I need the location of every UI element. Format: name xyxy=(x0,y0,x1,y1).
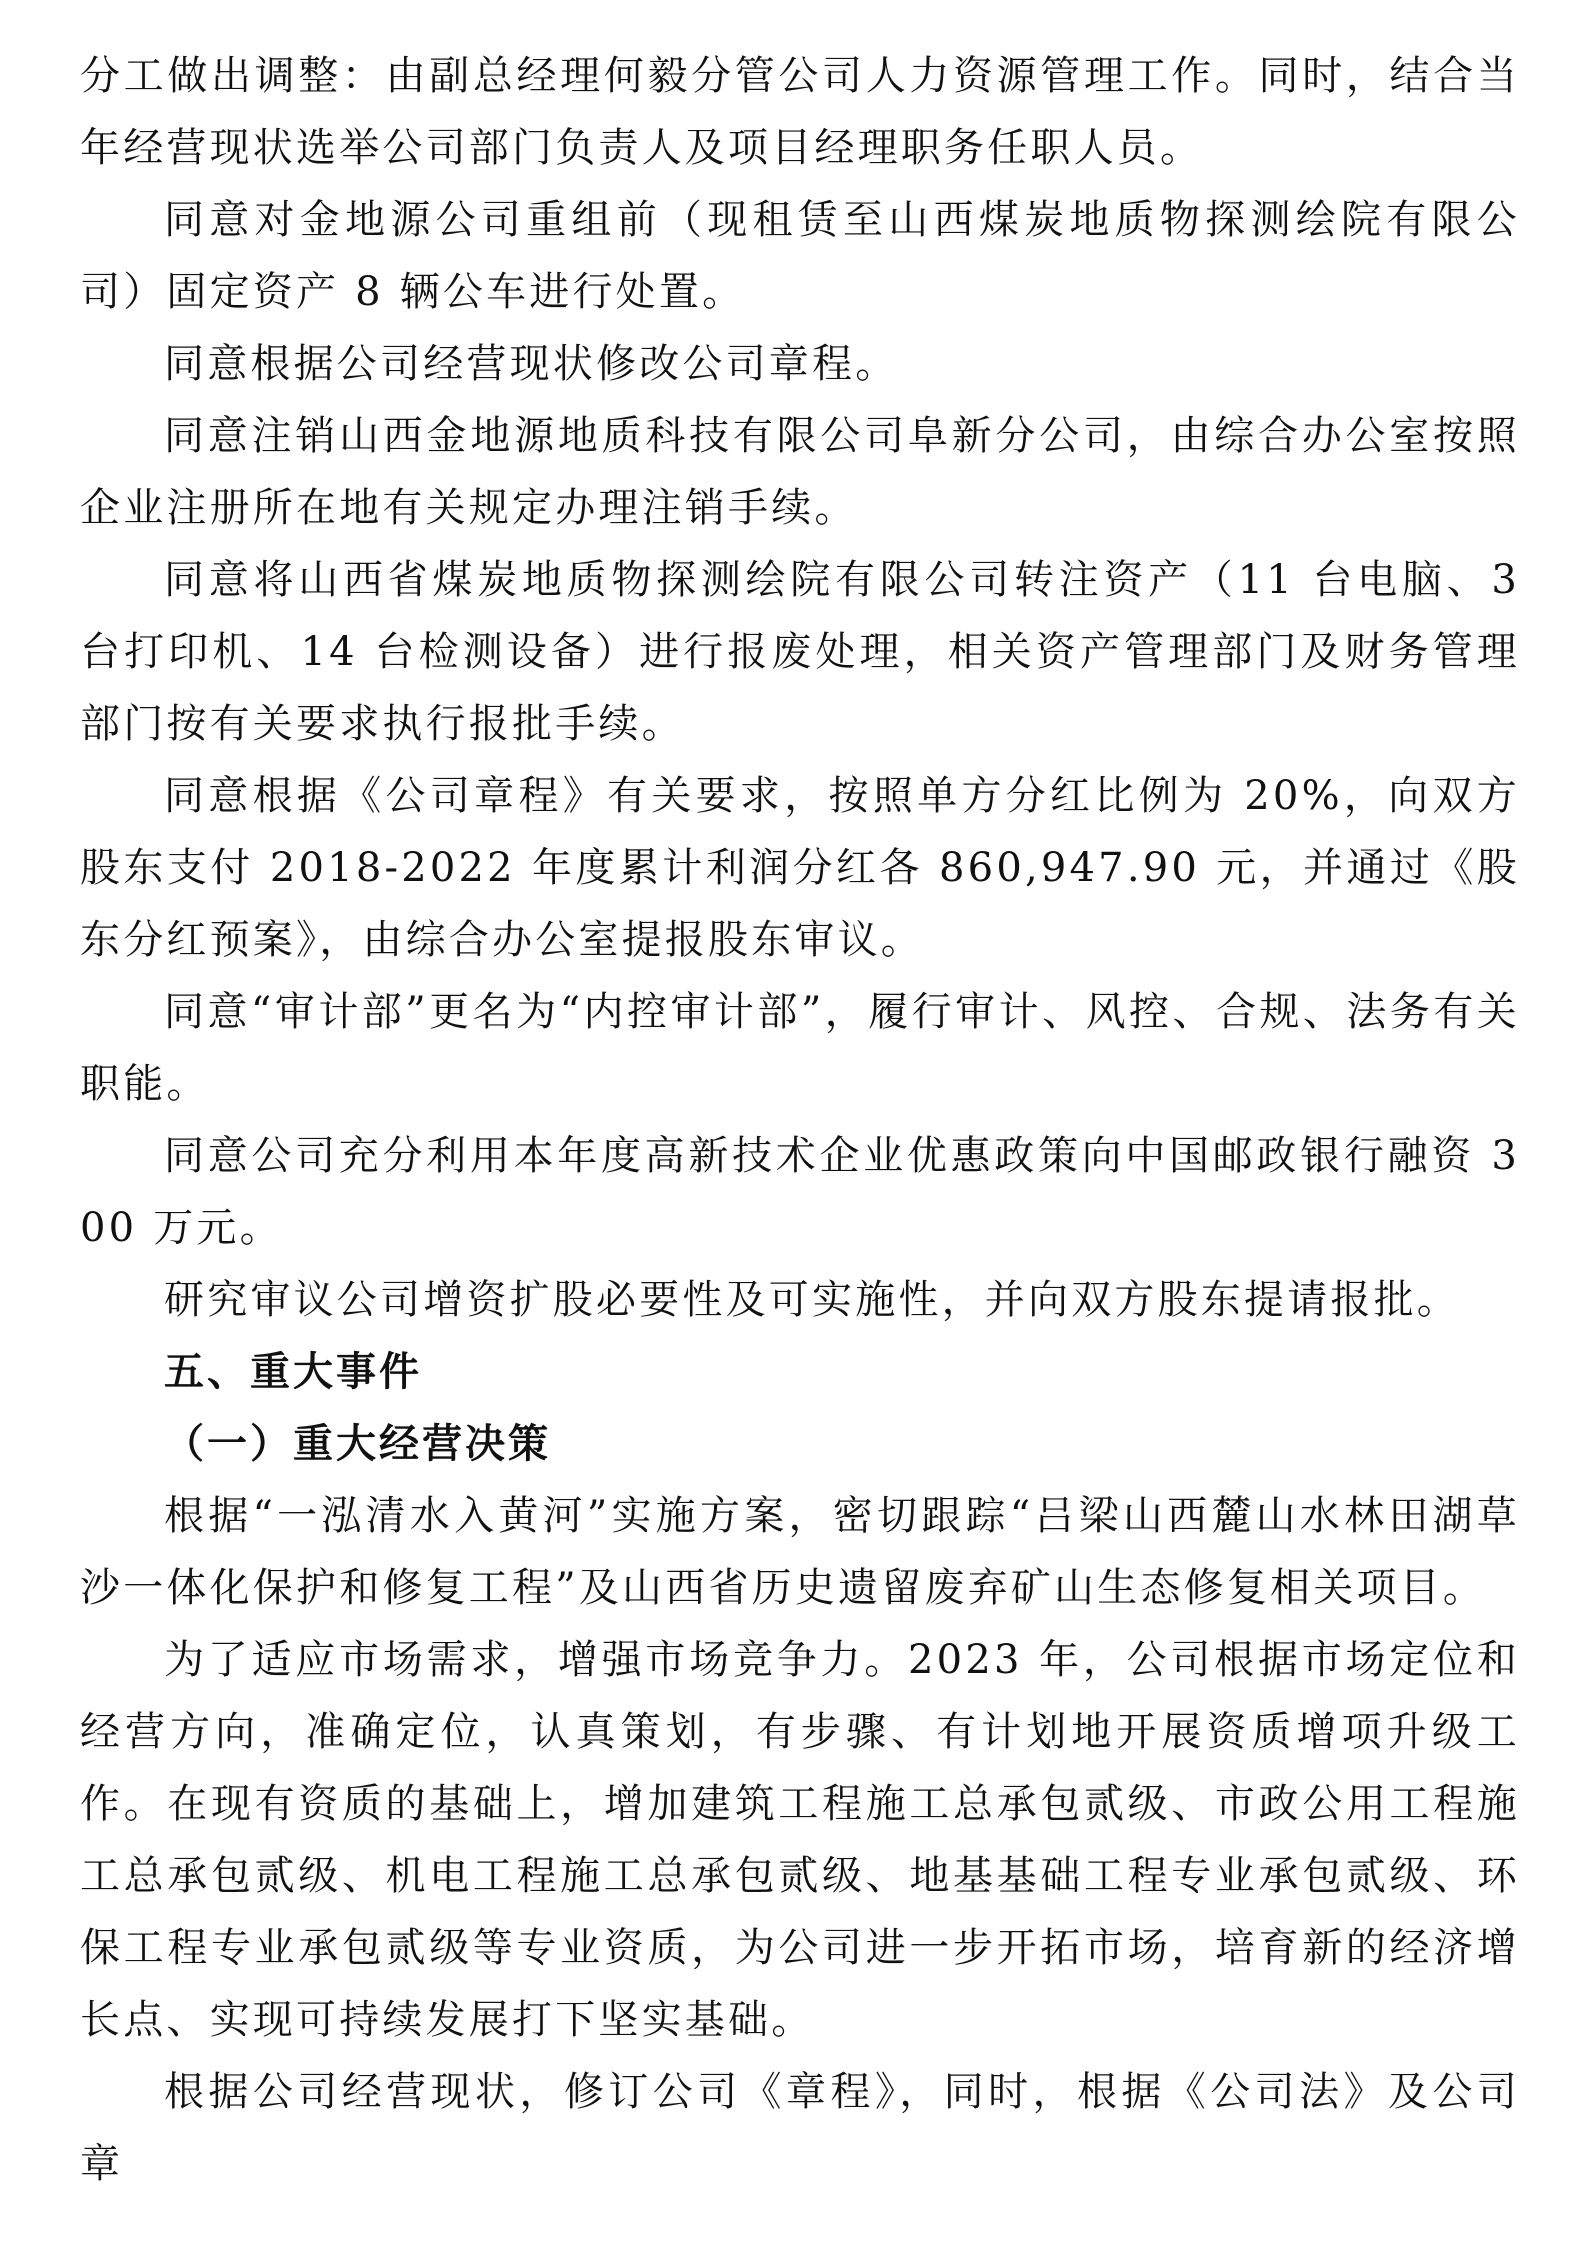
document-body xyxy=(80,40,1520,2200)
paragraph-audit-rename: 同意“审计部”更名为“内控审计部”，履行审计、风控、合规、法务有关职能。 xyxy=(80,989,1520,1107)
paragraph-capital-increase: 研究审议公司增资扩股必要性及可实施性，并向双方股东提请报批。 xyxy=(164,1277,1460,1323)
paragraph-qualification-upgrade: 为了适应市场需求，增强市场竞争力。2023 年，公司根据市场定位和经营方向，准确定位，认真策划，有步骤、有计划地开展资质增项升级工作。在现有资质的基础上，增加建筑工程施工总承包贰级、市政公用工程施工总承包贰级、机电工程施工总承包贰级、地基基础工程专业承包贰级、环保工程专业承包贰级等专业资质，为公司进一步开拓市场，培育新的经济增长点、实现可持续发展打下坚实基础。 xyxy=(80,1637,1520,2043)
paragraph-vehicle-disposal: 同意对金地源公司重组前（现租赁至山西煤炭地质物探测绘院有限公司）固定资产 8 辆公车进行处置。 xyxy=(80,197,1520,315)
paragraph-yellow-river: 根据“一泓清水入黄河”实施方案，密切跟踪“吕梁山西麓山水林田湖草沙一体化保护和修复工程”及山西省历史遗留废弃矿山生态修复相关项目。 xyxy=(80,1493,1520,1611)
subsection-heading: （一）重大经营决策 xyxy=(164,1420,551,1467)
paragraph-charter-amendment: 同意根据公司经营现状修改公司章程。 xyxy=(164,341,899,387)
paragraph-financing: 同意公司充分利用本年度高新技术企业优惠政策向中国邮政银行融资 300 万元。 xyxy=(80,1133,1520,1251)
paragraph-charter-revision: 根据公司经营现状，修订公司《章程》，同时，根据《公司法》及公司章 xyxy=(80,2069,1520,2187)
paragraph-asset-scrapping: 同意将山西省煤炭地质物探测绘院有限公司转注资产（11 台电脑、3 台打印机、14 台检测设备）进行报废处理，相关资产管理部门及财务管理部门按有关要求执行报批手续。 xyxy=(80,557,1520,747)
section-heading: 五、重大事件 xyxy=(164,1349,422,1395)
paragraph-dividend: 同意根据《公司章程》有关要求，按照单方分红比例为 20%，向双方股东支付 2018-2022 年度累计利润分红各 860,947.90 元，并通过《股东分红预案》，由综合办公室提报股东审议。 xyxy=(80,773,1520,963)
paragraph-continued: 分工做出调整：由副总经理何毅分管公司人力资源管理工作。同时，结合当年经营现状选举公司部门负责人及项目经理职务任职人员。 xyxy=(80,53,1520,171)
paragraph-branch-deregistration: 同意注销山西金地源地质科技有限公司阜新分公司，由综合办公室按照企业注册所在地有关规定办理注销手续。 xyxy=(80,413,1520,531)
